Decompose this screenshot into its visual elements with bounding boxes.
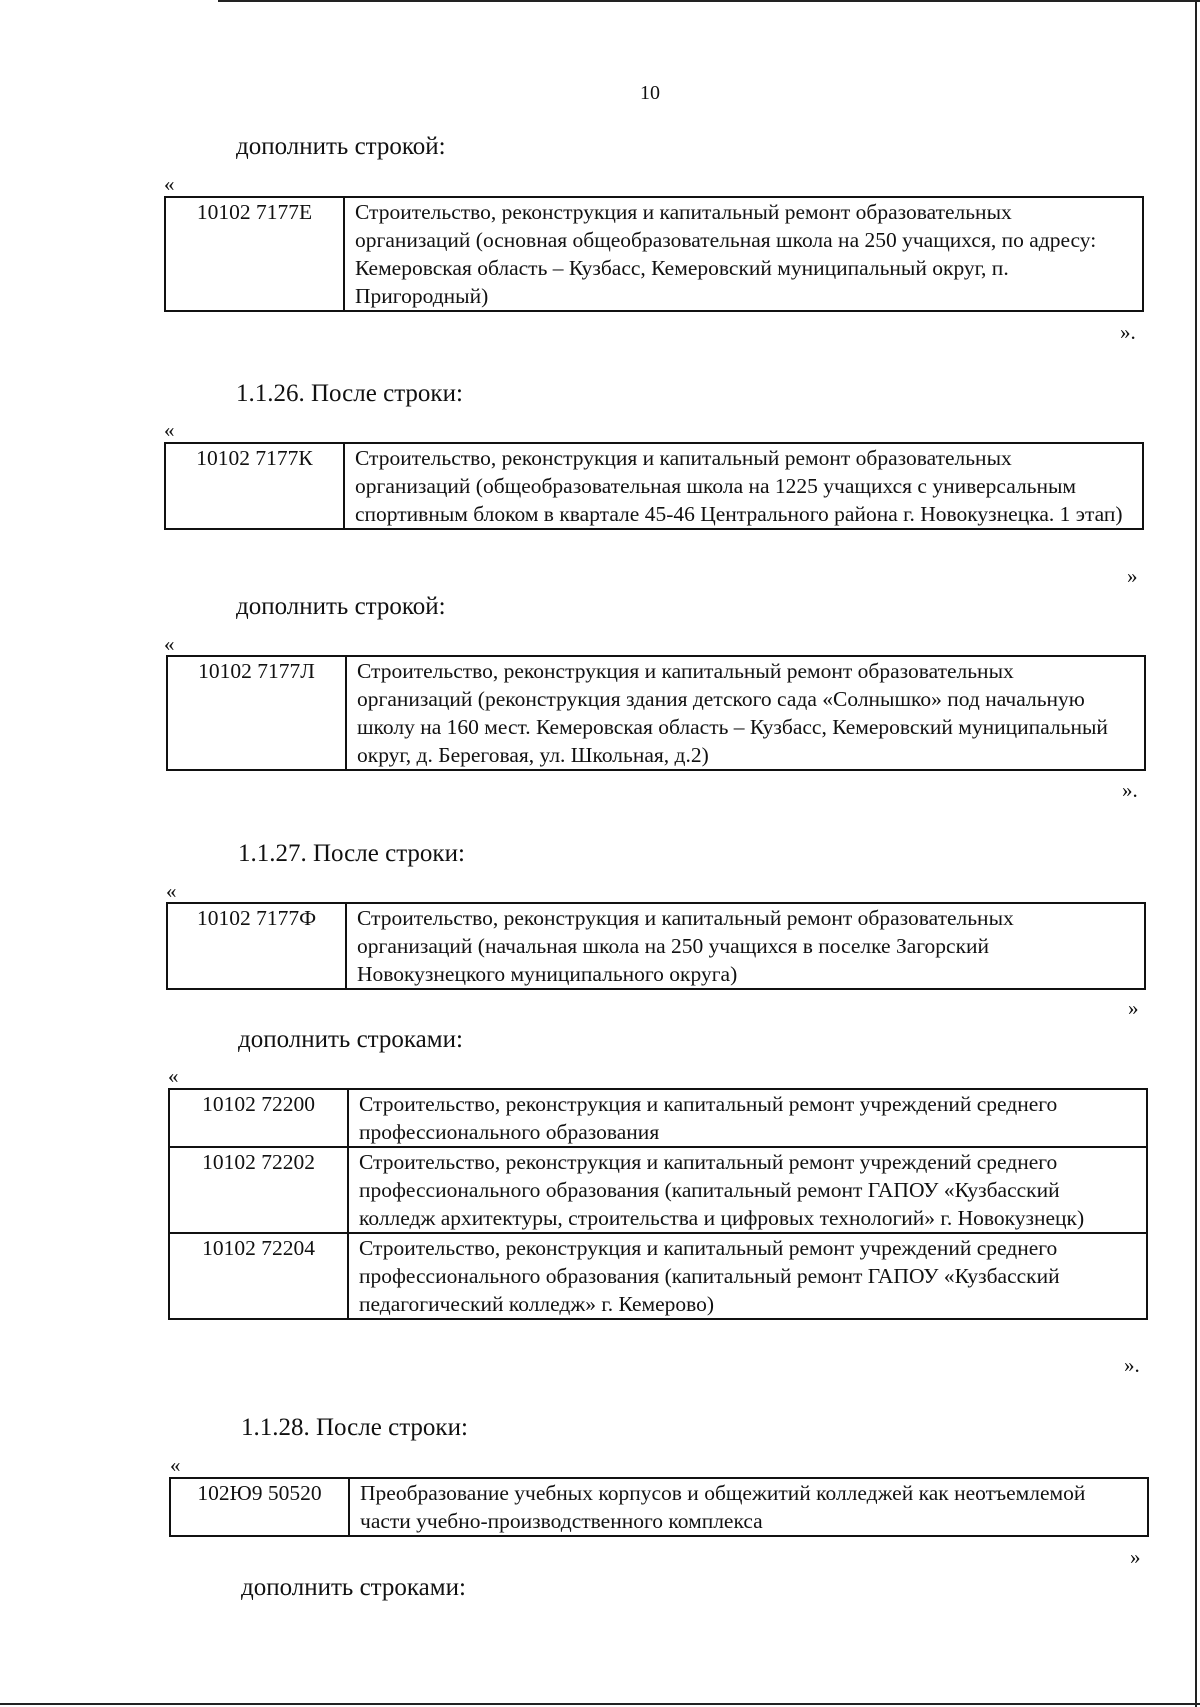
row-description: Строительство, реконструкция и капитальный ремонт образовательных организаций (общеобразовательная школа на 1225 учащихся с универсальным спортивным блоком в квартале 45-46 Центрального района г. Новокузнецка. 1 этап)	[344, 443, 1143, 529]
amendment-table	[164, 442, 1144, 530]
close-quote: »	[1127, 564, 1138, 588]
close-quote: ».	[1120, 320, 1136, 344]
open-quote: «	[166, 879, 177, 903]
open-quote: «	[170, 1453, 181, 1477]
block-heading: 1.1.26. После строки:	[236, 380, 463, 407]
scan-border-top	[218, 0, 1200, 2]
row-description: Строительство, реконструкция и капитальный ремонт образовательных организаций (реконструкция здания детского сада «Солнышко» под начальную школу на 160 мест. Кемеровская область – Кузбасс, Кемеровский муниципальный округ, д. Береговая, ул. Школьная, д.2)	[346, 656, 1145, 770]
row-description: Преобразование учебных корпусов и общежитий колледжей как неотъемлемой части учебно-производственного комплекса	[349, 1478, 1148, 1536]
table-row	[165, 197, 1143, 311]
row-code: 10102 7177К	[165, 443, 344, 529]
table-row	[167, 656, 1145, 770]
row-description: Строительство, реконструкция и капитальный ремонт учреждений среднего профессионального образования (капитальный ремонт ГАПОУ «Кузбасский колледж архитектуры, строительства и цифровых технологий» г. Новокузнецк)	[348, 1147, 1147, 1233]
table-row	[169, 1233, 1147, 1319]
open-quote: «	[164, 172, 175, 196]
close-quote: »	[1128, 996, 1139, 1020]
row-code: 102Ю9 50520	[170, 1478, 349, 1536]
table-row	[165, 443, 1143, 529]
table-row	[169, 1147, 1147, 1233]
open-quote: «	[164, 632, 175, 656]
amendment-table	[166, 902, 1146, 990]
block-heading: 1.1.28. После строки:	[241, 1414, 468, 1441]
row-description: Строительство, реконструкция и капитальный ремонт образовательных организаций (начальная школа на 250 учащихся в поселке Загорский Новокузнецкого муниципального округа)	[346, 903, 1145, 989]
table-row	[167, 903, 1145, 989]
amendment-table	[169, 1477, 1149, 1537]
amendment-table	[168, 1088, 1148, 1320]
row-description: Строительство, реконструкция и капитальный ремонт учреждений среднего профессионального образования (капитальный ремонт ГАПОУ «Кузбасский педагогический колледж» г. Кемерово)	[348, 1233, 1147, 1319]
page-number: 10	[640, 82, 660, 104]
close-quote: ».	[1122, 778, 1138, 802]
close-quote: »	[1130, 1545, 1141, 1569]
row-code: 10102 72202	[169, 1147, 348, 1233]
block-heading: дополнить строками:	[241, 1574, 466, 1601]
amendment-table	[164, 196, 1144, 312]
amendment-table	[166, 655, 1146, 771]
row-code: 10102 7177Ф	[167, 903, 346, 989]
block-heading: 1.1.27. После строки:	[238, 840, 465, 867]
block-heading: дополнить строками:	[238, 1026, 463, 1053]
scan-border-right	[1195, 0, 1197, 1707]
table-row	[170, 1478, 1148, 1536]
row-code: 10102 7177Л	[167, 656, 346, 770]
block-heading: дополнить строкой:	[236, 133, 446, 160]
close-quote: ».	[1124, 1353, 1140, 1377]
open-quote: «	[168, 1064, 179, 1088]
row-description: Строительство, реконструкция и капитальный ремонт образовательных организаций (основная общеобразовательная школа на 250 учащихся, по адресу: Кемеровская область – Кузбасс, Кемеровский муниципальный округ, п. Пригородный)	[344, 197, 1143, 311]
row-code: 10102 72200	[169, 1089, 348, 1147]
scan-border-bottom	[0, 1703, 1200, 1705]
row-code: 10102 7177Е	[165, 197, 344, 311]
open-quote: «	[164, 418, 175, 442]
block-heading: дополнить строкой:	[236, 593, 446, 620]
row-code: 10102 72204	[169, 1233, 348, 1319]
row-description: Строительство, реконструкция и капитальный ремонт учреждений среднего профессионального образования	[348, 1089, 1147, 1147]
table-row	[169, 1089, 1147, 1147]
